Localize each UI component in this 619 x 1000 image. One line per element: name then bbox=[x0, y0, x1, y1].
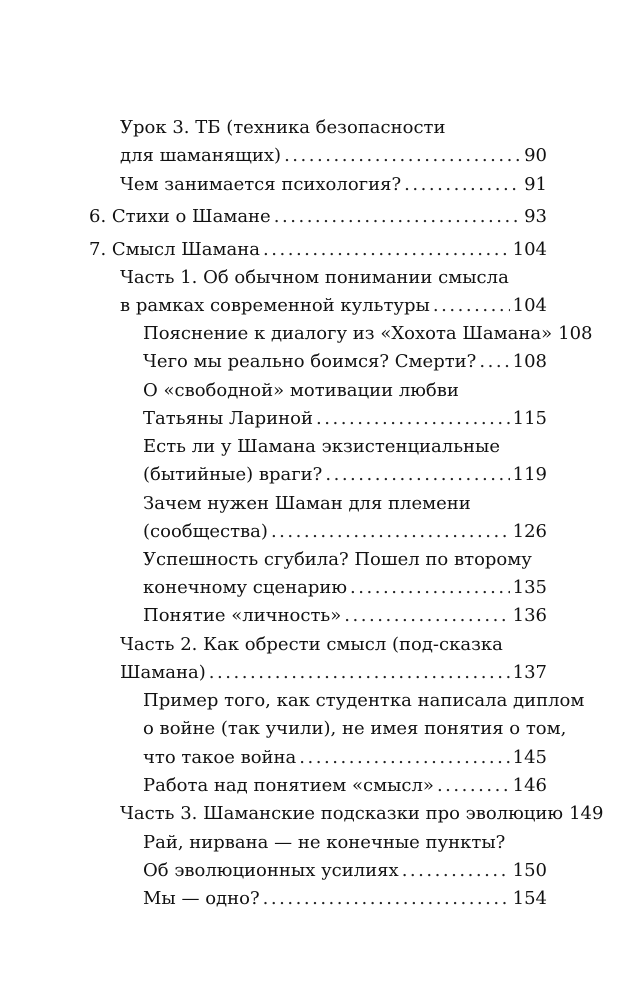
toc-entry-title: (сообщества) bbox=[143, 521, 268, 543]
toc-entry-title: Есть ли у Шамана экзистенциальные bbox=[143, 436, 500, 457]
toc-page-number: 135 bbox=[512, 577, 547, 599]
toc-page-number: 136 bbox=[512, 605, 547, 626]
toc-entry-title: (бытийные) враги? bbox=[143, 464, 323, 486]
toc-entry-title: о войне (так учили), не имея понятия о том, bbox=[143, 718, 567, 740]
toc-entry-title: 7. Смысл Шамана bbox=[89, 239, 260, 260]
dot-leader bbox=[344, 602, 509, 630]
dot-leader bbox=[263, 885, 510, 913]
toc-entry-title: Мы — одно? bbox=[143, 888, 260, 909]
dot-leader bbox=[284, 142, 521, 170]
toc-entry-title: Шамана) bbox=[120, 662, 206, 684]
toc-entry-title: Пояснение к диалогу из «Хохота Шамана» bbox=[143, 323, 553, 344]
toc-page-number: 93 bbox=[524, 206, 547, 227]
toc-page-number: 115 bbox=[512, 408, 547, 430]
toc-entry-title: для шаманящих) bbox=[120, 145, 282, 167]
toc-page-number: 150 bbox=[512, 860, 547, 882]
toc-entry-title: Рай, нирвана — не конечные пункты? bbox=[143, 832, 506, 853]
dot-leader bbox=[350, 574, 510, 602]
toc-entry-title: Татьяны Лариной bbox=[143, 408, 313, 430]
dot-leader bbox=[437, 772, 510, 800]
toc-page-number: 90 bbox=[524, 145, 547, 167]
dot-leader bbox=[325, 461, 509, 489]
toc-entry-title: Часть 3. Шаманские подсказки про эволюцию bbox=[120, 803, 564, 824]
toc-entry-title: Часть 2. Как обрести смысл (под-сказка bbox=[120, 634, 503, 655]
dot-leader bbox=[271, 518, 510, 546]
dot-leader bbox=[209, 659, 510, 687]
toc-entry-title: 6. Стихи о Шамане bbox=[89, 206, 271, 227]
toc-entry-title: что такое война bbox=[143, 746, 297, 768]
toc-page-number: 108 bbox=[512, 351, 547, 372]
toc-entry-title: Работа над понятием «смысл» bbox=[143, 775, 434, 796]
toc-page-number: 91 bbox=[524, 174, 547, 195]
toc-page-number: 126 bbox=[512, 521, 547, 543]
toc-entry-title: конечному сценарию bbox=[143, 577, 348, 599]
toc-entry-title: Успешность сгубила? Пошел по второму bbox=[143, 549, 532, 570]
toc-page-number: 108 bbox=[558, 323, 593, 344]
toc-entry-title: Часть 1. Об обычном понимании смысла bbox=[120, 267, 509, 288]
toc-entry-title: Понятие «личность» bbox=[143, 605, 342, 626]
toc-page-number: 104 bbox=[512, 295, 547, 317]
dot-leader bbox=[263, 236, 510, 264]
toc-page-number: 145 bbox=[512, 746, 547, 768]
dot-leader bbox=[274, 203, 521, 231]
toc-page-number: 104 bbox=[512, 239, 547, 260]
toc-page-number: 119 bbox=[512, 464, 547, 486]
toc-entry-title: Чем занимается психология? bbox=[120, 174, 402, 195]
toc-page-number: 146 bbox=[512, 775, 547, 796]
dot-leader bbox=[316, 405, 510, 433]
dot-leader bbox=[479, 348, 509, 376]
dot-leader bbox=[433, 292, 510, 320]
dot-leader bbox=[404, 171, 521, 199]
toc-page-number: 154 bbox=[512, 888, 547, 909]
toc-entry-title: Чего мы реально боимся? Смерти? bbox=[143, 351, 477, 372]
toc-entry-title: Зачем нужен Шаман для племени bbox=[143, 493, 471, 514]
dot-leader bbox=[299, 744, 509, 772]
toc-entry-title: Об эволюционных усилиях bbox=[143, 860, 399, 882]
toc-entry-title: Урок 3. ТБ (техника безопасности bbox=[120, 117, 446, 138]
toc-entry-title: в рамках современной культуры bbox=[120, 295, 430, 317]
toc-page-number: 137 bbox=[512, 662, 547, 684]
dot-leader bbox=[402, 857, 510, 885]
toc-entry-title: О «свободной» мотивации любви bbox=[143, 380, 459, 401]
toc-page-number: 149 bbox=[569, 803, 604, 824]
toc-entry-title: Пример того, как студентка написала диплом bbox=[143, 690, 585, 711]
